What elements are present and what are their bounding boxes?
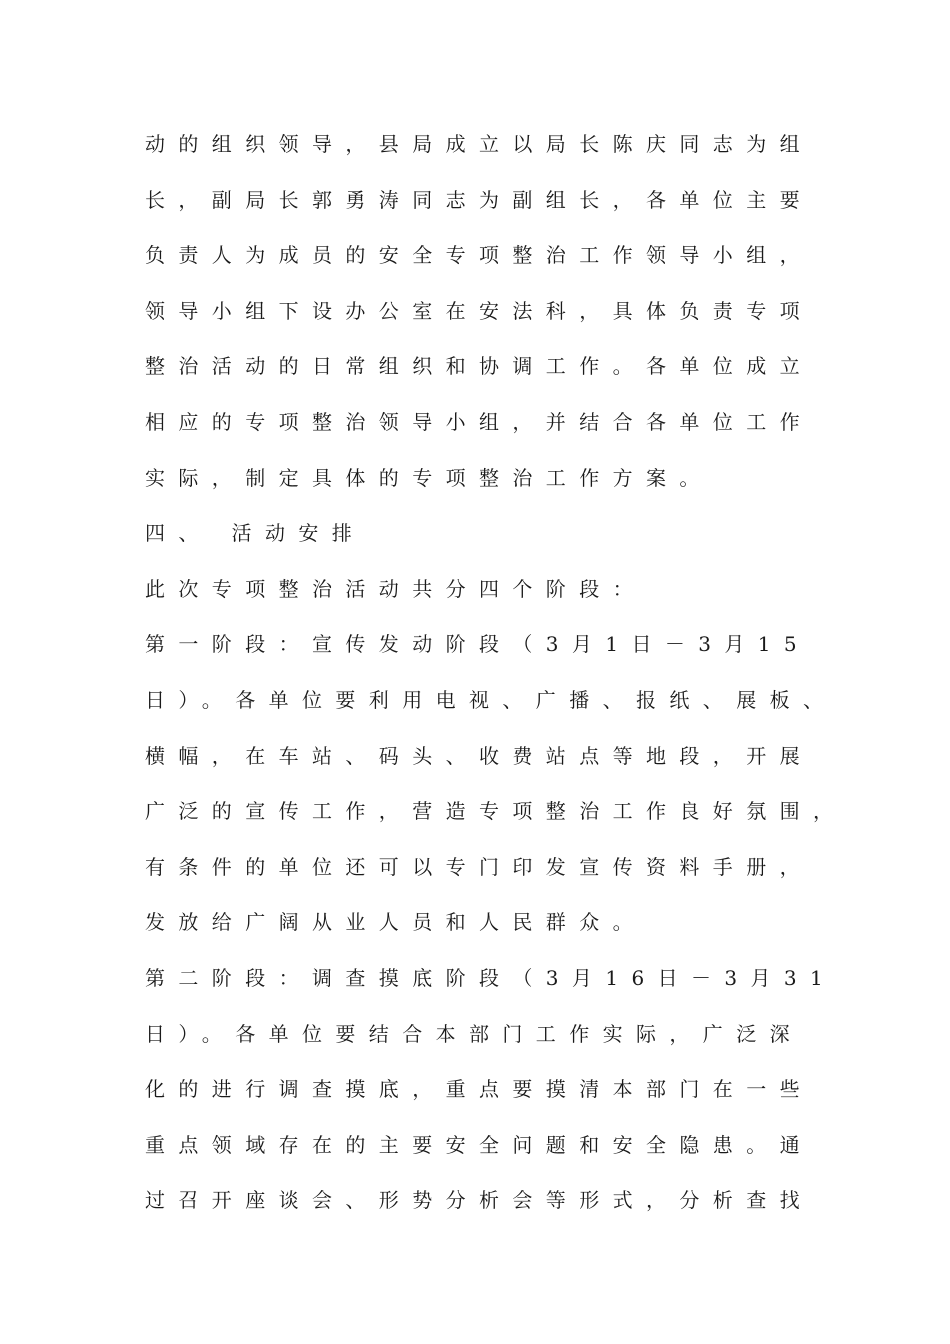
text-line-3: 负责人为成员的安全专项整治工作领导小组， xyxy=(145,243,813,268)
stage-one-line-2: 日）。各单位要利用电视、广播、报纸、展板、 xyxy=(145,687,837,712)
text-line-7: 实际，制定具体的专项整治工作方案。 xyxy=(145,465,713,490)
stage-two-line-5: 过召开座谈会、形势分析会等形式，分析查找 xyxy=(145,1188,813,1213)
stage-two-line-4: 重点领域存在的主要安全问题和安全隐患。通 xyxy=(145,1132,813,1157)
stage-two-line-1: 第二阶段：调查摸底阶段（3月16日－3月31 xyxy=(145,965,837,990)
text-line-4: 领导小组下设办公室在安法科，具体负责专项 xyxy=(145,298,813,323)
stage-one-line-5: 有条件的单位还可以专门印发宣传资料手册， xyxy=(145,854,813,879)
stage-one-line-3: 横幅，在车站、码头、收费站点等地段，开展 xyxy=(145,743,813,768)
section-heading: 四、 活动安排 xyxy=(145,521,366,546)
document-body xyxy=(145,124,847,1236)
text-line-5: 整治活动的日常组织和协调工作。各单位成立 xyxy=(145,354,813,379)
text-line-9: 此次专项整治活动共分四个阶段： xyxy=(145,576,646,601)
stage-one-line-1: 第一阶段：宣传发动阶段（3月1日－3月15 xyxy=(145,632,811,657)
text-line-1: 动的组织领导，县局成立以局长陈庆同志为组 xyxy=(145,132,813,156)
stage-two-line-2: 日）。各单位要结合本部门工作实际，广泛深 xyxy=(145,1021,803,1046)
text-line-2: 长，副局长郭勇涛同志为副组长，各单位主要 xyxy=(145,187,813,212)
stage-two-line-3: 化的进行调查摸底，重点要摸清本部门在一些 xyxy=(145,1077,813,1102)
stage-one-line-4: 广泛的宣传工作，营造专项整治工作良好氛围， xyxy=(145,799,847,824)
text-line-6: 相应的专项整治领导小组，并结合各单位工作 xyxy=(145,409,813,434)
stage-one-line-6: 发放给广阔从业人员和人民群众。 xyxy=(145,910,646,935)
